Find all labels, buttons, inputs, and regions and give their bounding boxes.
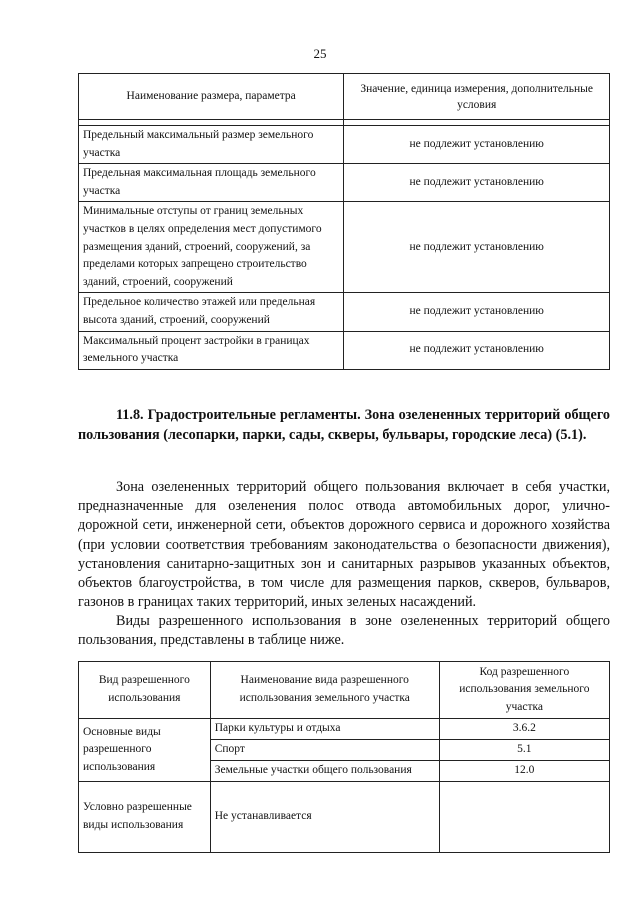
conditional-use-value: Не устанавливается [210, 782, 439, 853]
parameter-name: Предельный максимальный размер земельного участка [79, 126, 344, 164]
conditional-uses-label: Условно разрешенные виды использования [79, 782, 211, 853]
table-header-row [79, 74, 610, 120]
parameter-value: не подлежит установлению [344, 202, 610, 293]
parameter-name: Предельное количество этажей или предельная высота зданий, строений, сооружений [79, 293, 344, 331]
section-heading-text: 11.8. Градостроительные регламенты. Зона озелененных территорий общего пользования (лесопарки, парки, сады, скверы, бульвары, городские леса) (5.1). [78, 407, 610, 443]
header-parameter-value: Значение, единица измерения, дополнительные условия [344, 74, 610, 120]
table-row [79, 782, 610, 853]
body-paragraph: Виды разрешенного использования в зоне озелененных территорий общего пользования, представлены в таблице ниже. [78, 613, 610, 649]
use-code: 12.0 [439, 761, 609, 782]
parameter-value: не подлежит установлению [344, 293, 610, 331]
header-parameter-name: Наименование размера, параметра [79, 74, 344, 120]
body-paragraph: Зона озелененных территорий общего пользования включает в себя участки, предназначенные для озеленения полос отвода автомобильных дорог, улично-дорожной сети, инженерной сети, объектов дорожного сервиса и дорожного хозяйства (при условии соответствия требованиям законодательства о безопасности движения), установления санитарно-защитных зон и санитарных разрывов указанных объектов, объектов благоустройства, в том числе для размещения парков, скверов, бульваров, газонов в границах таких территорий, иных зеленых насаждений. [78, 479, 610, 611]
table-row [79, 331, 610, 369]
table-row [79, 202, 610, 293]
header-use-name: Наименование вида разрешенного использования земельного участка [210, 662, 439, 719]
use-name: Парки культуры и отдыха [210, 719, 439, 740]
use-code: 5.1 [439, 740, 609, 761]
parameter-value: не подлежит установлению [344, 164, 610, 202]
table-row [79, 293, 610, 331]
table-row [79, 126, 610, 164]
page-number: 25 [313, 46, 327, 61]
table-row [79, 719, 610, 740]
parameters-table [78, 73, 610, 370]
use-name: Спорт [210, 740, 439, 761]
parameter-name: Максимальный процент застройки в границах земельного участка [79, 331, 344, 369]
use-code: 3.6.2 [439, 719, 609, 740]
header-use-type: Вид разрешенного использования [79, 662, 211, 719]
use-name: Земельные участки общего пользования [210, 761, 439, 782]
header-use-code: Код разрешенного использования земельного участка [439, 662, 609, 719]
conditional-use-code [439, 782, 609, 853]
parameter-value: не подлежит установлению [344, 331, 610, 369]
permitted-uses-table [78, 661, 610, 853]
parameter-value: не подлежит установлению [344, 126, 610, 164]
section-heading [78, 405, 610, 445]
main-uses-label: Основные виды разрешенного использования [79, 719, 211, 782]
table-row [79, 164, 610, 202]
parameter-name: Предельная максимальная площадь земельного участка [79, 164, 344, 202]
table-header-row [79, 662, 610, 719]
parameter-name: Минимальные отступы от границ земельных участков в целях определения мест допустимого размещения зданий, строений, сооружений, за пределами которых запрещено строительство зданий, строений, сооружений [79, 202, 344, 293]
